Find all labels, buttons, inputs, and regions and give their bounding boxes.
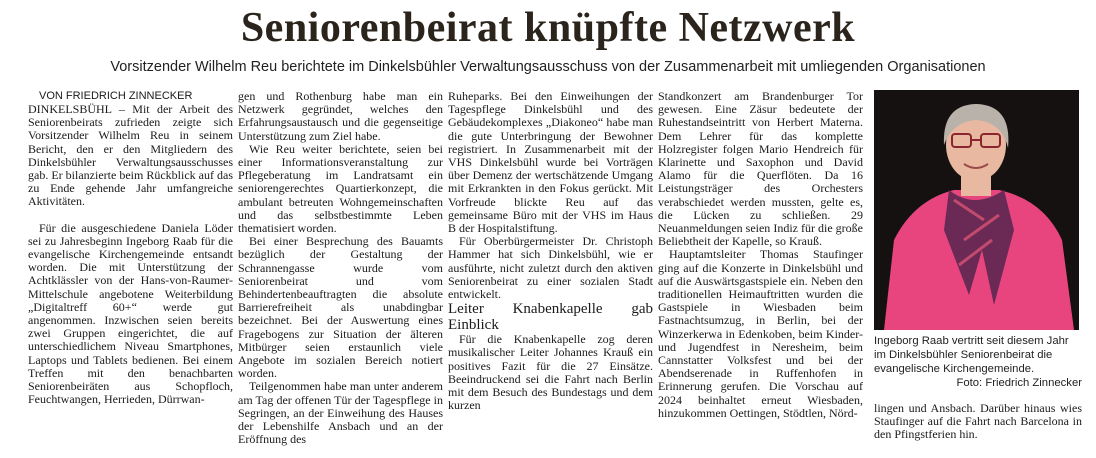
section-subhead: Leiter Knabenkapelle gab Einblick xyxy=(448,301,653,334)
article-column-3 xyxy=(448,90,653,412)
portrait-illustration xyxy=(874,90,1079,330)
caption-text: Ingeborg Raab vertritt seit diesem Jahr im Dinkelsbühler Seniorenbeirat die evangelische Kirchengemeinde. xyxy=(874,335,1069,375)
paragraph: Hauptamtsleiter Thomas Staufinger ging auf die Konzerte in Dinkelsbühl und auf die Auswärtsgastspiele ein. Neben den traditionellen Heimauftritten wurden die Gastspiele in Wiesbaden beim Fastnachtsumzug, in Berlin, bei der Winzerkerwa in Edenkoben, beim Kinder- und Jugendfest in Neresheim, beim Cannstatter Volksfest und bei der Abendserenade in Ruffenhofen in Erinnerung gerufen. Die Vorschau auf 2024 beinhaltet erneut Wiesbaden, hinzukommen Oettingen, Stödtlen, Nörd- xyxy=(658,247,863,420)
paragraph: Für die ausgeschiedene Daniela Löder sei zu Jahresbeginn Ingeborg Raab für die evangelische Kirchengemeinde entsandt worden. Die mit Unterstützung der Achtklässler von der Hans-von-Raumer-Mittelschule angebotene Weiterbildung „Digitaltreff 60+“ werde gut angenommen. Inzwischen seien bereits zwei Gruppen eingerichtet, die auf unterschiedlichem Niveau Smartphones, Laptops und Tablets bedienen. Bei einem Treffen mit den benachbarten Seniorenbeiräten aus Schopfloch, Feuchtwangen, Herrieden, Dürrwan- xyxy=(28,220,233,407)
photo-caption xyxy=(874,334,1082,390)
article-column-2 xyxy=(238,90,443,446)
paragraph: DINKELSBÜHL – Mit der Arbeit des Seniorenbeirats zufrieden zeigte sich Vorsitzender Wilhelm Reu in seinem Bericht, den er den Mitgliedern des Dinkelsbühler Verwaltungsausschusses gab. Er bilanzierte beim Rückblick auf das zu Ende gehende Jahr umfangreiche Aktivitäten. xyxy=(28,102,233,209)
headline: Seniorenbeirat knüpfte Netzwerk xyxy=(240,5,856,51)
paragraph: Für die Knabenkapelle zog deren musikalischer Leiter Johannes Krauß ein positives Fazit für die 27 Einsätze. Beeindruckend sei die Fahrt nach Berlin mit dem Besuch des Bundestags und dem kurzen xyxy=(448,332,653,413)
paragraph: Teilgenommen habe man unter anderem am Tag der offenen Tür der Tagespflege in Segringen, an der Einweihung des Hauses der Lebenshilfe Ansbach und an der Eröffnung des xyxy=(238,379,443,447)
article-column-5 xyxy=(874,402,1082,442)
paragraph: Bei einer Besprechung des Bauamts bezüglich der Gestaltung der Schrannengasse wurde vom Seniorenbeirat und vom Behindertenbeauftragten die absolute Barrierefreiheit als unabdingbar bezeichnet. Bei der Auswertung eines Fragebogens zur Situation der älteren Mitbürger seien erstaunlich viele Angebote im sozialen Bereich notiert worden. xyxy=(238,234,443,381)
byline: VON FRIEDRICH ZINNECKER xyxy=(39,90,193,102)
paragraph: lingen und Ansbach. Darüber hinaus wies Staufinger auf die Fahrt nach Barcelona in den Pfingstferien hin. xyxy=(874,401,1082,442)
article-column-1 xyxy=(28,90,233,406)
paragraph: Ruheparks. Bei den Einweihungen der Tagespflege Dinkelsbühl und des Gebäudekomplexes „Diakoneo“ habe man die gute Unterbringung der Bewohner registriert. In Zusammenarbeit mit der VHS Dinkelsbühl wurde bei Vorträgen über Demenz der wertschätzende Umgang mit Erkrankten in den Fokus gerückt. Mit Vorfreude blickte Reu auf das gemeinsame Büro mit der VHS im Haus B der Hospitalstiftung. xyxy=(448,89,653,236)
portrait-photo xyxy=(874,90,1079,330)
subheadline: Vorsitzender Wilhelm Reu berichtete im Dinkelsbühler Verwaltungsausschuss von der Zusammenarbeit mit umliegenden Organisationen xyxy=(110,59,986,75)
paragraph: Wie Reu weiter berichtete, seien bei einer Informationsveranstaltung zur Pflegeberatung im Landratsamt ein seniorengerechtes Quartierkonzept, die ambulant betreuten Wohngemeinschaften und das selbstbestimmte Leben thematisiert worden. xyxy=(238,141,443,236)
paragraph: Für Oberbürgermeister Dr. Christoph Hammer hat sich Dinkelsbühl, wie er ausführte, nicht zuletzt durch den aktiven Seniorenbeirat zu einer sozialen Stadt entwickelt. xyxy=(448,234,653,302)
article-column-4 xyxy=(658,90,863,420)
paragraph: gen und Rothenburg habe man ein Netzwerk gegründet, welches den Erfahrungsaustausch und die gegenseitige Unterstützung zum Ziel habe. xyxy=(238,89,443,143)
photo-credit: Foto: Friedrich Zinnecker xyxy=(956,377,1082,389)
paragraph: Standkonzert am Brandenburger Tor gewesen. Eine Zäsur bedeutete der Ruhestandseintritt von Herbert Materna. Dem Lehrer für das komplette Holzregister folgen Mario Hendreich für Klarinette und Saxophon und David Alamo für die Querflöten. Da 16 Leistungsträger des Orchesters verabschiedet werden mussten, gelte es, die Lücken zu schließen. 29 Neuanmeldungen seien Indiz für die große Beliebtheit der Kapelle, so Krauß. xyxy=(658,89,863,249)
